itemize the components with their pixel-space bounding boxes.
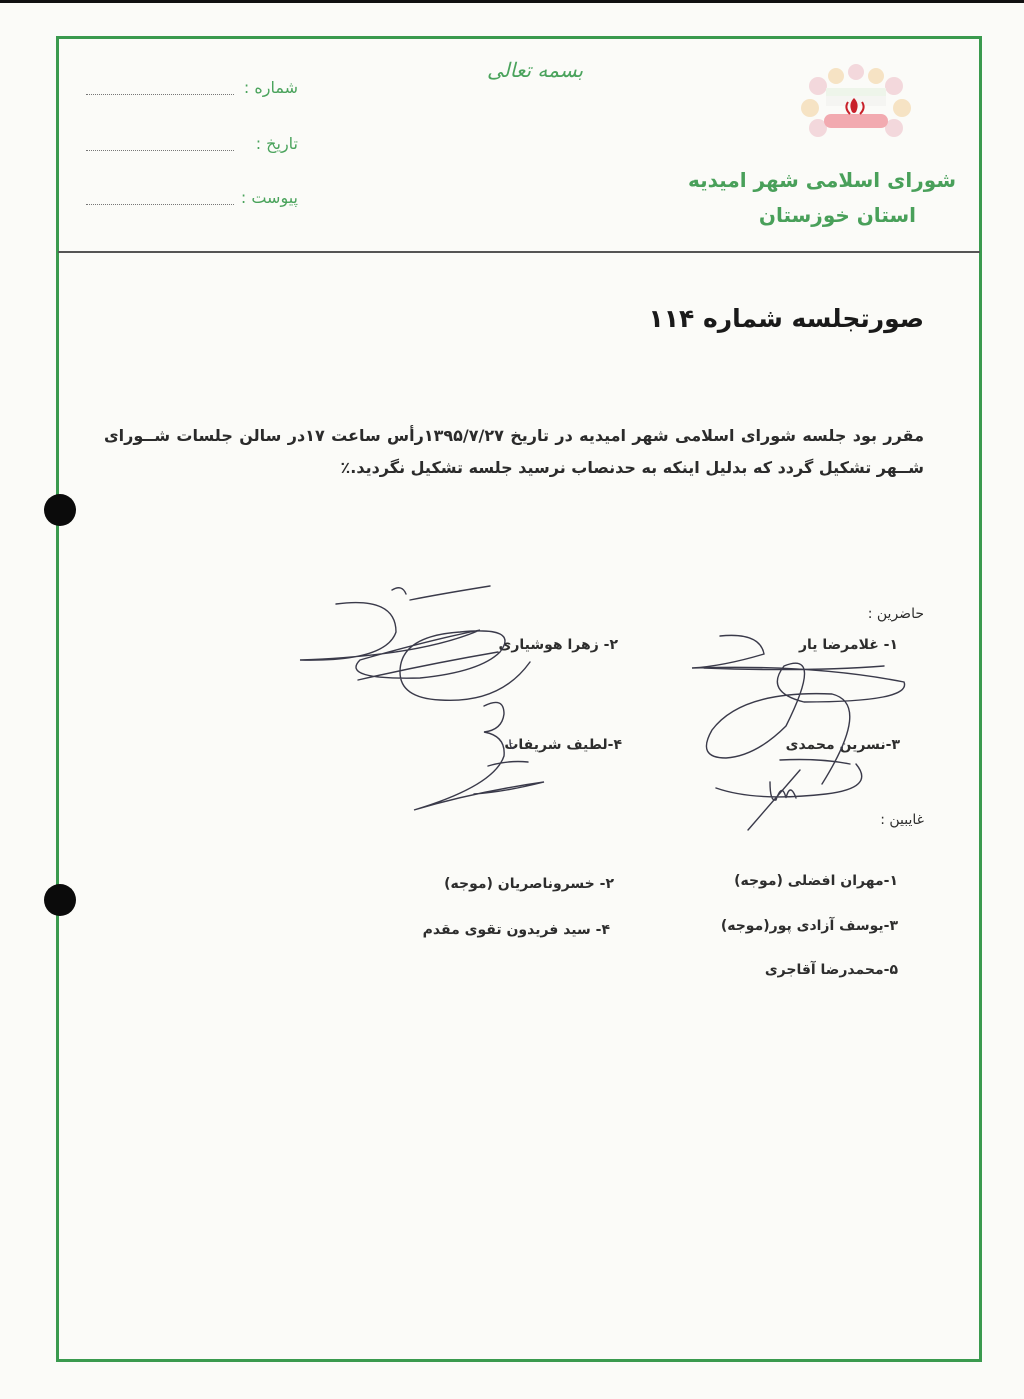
absent-member: ۲- خسروناصریان (موجه) [444,876,614,892]
council-name: شورای اسلامی شهر امیدیه [687,168,956,192]
present-label: حاضرین : [867,606,924,622]
present-member: ۲- زهرا هوشیاری [498,637,618,653]
absent-label: غایبین : [880,812,924,828]
page-title: صورتجلسه شماره ۱۱۴ [648,304,924,333]
signature-latif [414,702,544,810]
basmala: بسمه تعالی [487,58,584,82]
present-member: ۳-نسرین محمدی [785,737,900,753]
number-label: شماره : [243,78,298,97]
date-label: تاریخ : [255,134,298,153]
absent-member: ۵-محمدرضا آقاجری [764,962,898,978]
absent-member: ۳-یوسف آزادی پور(موجه) [720,918,898,934]
signature-zahra [300,586,530,700]
minutes-body: مقرر بود جلسه شورای اسلامی شهر امیدیه در تاریخ ۱۳۹۵/۷/۲۷رأس ساعت ۱۷در سالن جلسات شــورای شــهر تشکیل گردد که بدلیل اینکه به حدنصاب نرسید جلسه تشکیل نگردید.٪ [104,426,924,477]
absent-member: ۱-مهران افضلی (موجه) [734,873,898,889]
present-member: ۱- غلامرضا یار [798,637,898,653]
province-name: استان خوزستان [758,203,916,227]
signature-gholamreza [692,635,905,784]
absent-member: ۴- سید فریدون تقوی مقدم [422,922,610,938]
signature-nasrin [716,764,862,830]
present-member: ۴-لطیف شریفات [504,737,622,753]
attachment-label: پیوست : [240,188,298,207]
